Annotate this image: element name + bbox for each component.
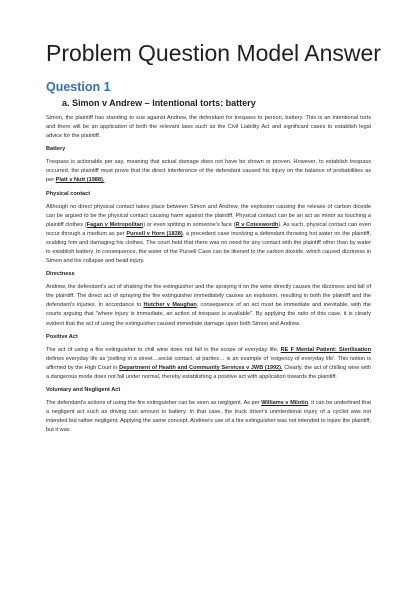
battery-paragraph — [46, 158, 371, 185]
page-title: Problem Question Model Answer — [46, 40, 381, 66]
document-body — [46, 114, 371, 439]
voluntary-act-heading: Voluntary and Negligent Act — [46, 387, 121, 394]
paragraph-text: Although no direct physical contact takes place between Simon and Andrew, the explosion causing the release of carbon dioxide can be argued to be the physical contact causing harm against the plaintiff. Physical contact can be an act as minor as touching a plaintiff clothes ( — [46, 203, 371, 228]
directness-paragraph — [46, 283, 371, 328]
voluntary-act-paragraph — [46, 399, 371, 435]
case-subheading: a. Simon v Andrew – Intentional torts: battery — [62, 98, 256, 108]
case-citation: Fagan v Metropolitan — [86, 221, 144, 228]
case-citation: Department of Health and Community Services v JWB (1992). — [119, 364, 283, 371]
paragraph-text: The act of using a fire extinguisher to chill wine does not fall in the scope of everyday life. — [46, 346, 281, 353]
battery-text: Trespass is actionable per say, meaning that actual damage does not have be shown or proven. However, to establish trespass occurred, the plaintiff must prove that the direct interference of the defendant caused his injury on the balance of probabilities as per — [46, 159, 371, 184]
case-citation: Williams v Milotin — [261, 400, 309, 407]
case-citation: Hutcher v Maughan — [143, 302, 197, 309]
paragraph-text: , a precedent case involving a defendant throwing hot water on the plaintiff, scalding him and damaging his clothes. The court held that there was no need for any contact with the plaintiff other than by water to establish battery. In consequence, the water of the Pursell Case can be likened to the carbon dioxide, which caused dizziness in Simon and his collapse and head injury. — [46, 230, 371, 265]
paragraph-text: The defendant's actions of using the fire extinguisher can be seen as negligent. As per — [46, 400, 262, 407]
paragraph-text: , it can be underlined that a negligent act such as driving can amount to battery. In that case, the truck driver's unintentional injury of a cyclist was not intended but rather negligent. Applying the same concept, Andrew's use of a fire extinguisher was not intended to injure the plaintiff, but it was — [46, 400, 371, 434]
case-citation: R v Coteswordh — [235, 221, 279, 228]
physical-contact-heading: Physical contact — [46, 190, 91, 197]
paragraph-text: ) or even spitting in someone's face ( — [143, 221, 236, 228]
positive-act-paragraph — [46, 346, 371, 382]
battery-heading: Battery — [46, 146, 66, 153]
case-citation: RE F Mental Patient: Sterilisation — [280, 346, 371, 353]
physical-contact-paragraph — [46, 203, 371, 266]
case-citation: Platt v Nutt (1988). — [55, 177, 105, 184]
intro-paragraph: Simon, the plaintiff has standing to sue against Andrew, the defendant for trespass to person, battery. This is an intentional torts and there will be an application of both the relevant laws such as the Civil Liability Act and significant cases to establish legal advice for the plaintiff. — [46, 115, 371, 140]
paragraph-text: defines everyday life as 'jostling in a street…social contact, at parties… is an example of 'exigency of everyday life'. This notion is affirmed by the High Court in — [46, 355, 371, 371]
case-citation: Pursell v Horn (1838) — [126, 230, 183, 237]
paragraph-text: Clearly, the act of chilling wine with a dangerous mode does not fall under normal, thereby establishing a positive act with application towards the plaintiff. — [46, 364, 371, 380]
paragraph-text: , consequence of an act must be immediate and inevitable, with the courts arguing that "where injury is immediate, an action of trespass is available". By applying the ratio of this case, it is clearly evident that the act of using the extinguisher caused immediate damage upon both Simon and Andrew. — [46, 302, 371, 327]
positive-act-heading: Positive Act — [46, 333, 78, 340]
paragraph-text: Andrew, the defendant's act of shaking the fire extinguisher and the spraying it on the wine directly causes the dizziness and fall of the plaintiff. The direct act of spraying the fire extinguisher immediately causes an explosion, resulting in both the plaintiff and the defendant's injuries. In accordance to — [46, 284, 371, 309]
directness-heading: Directness — [46, 271, 75, 278]
question-heading: Question 1 — [46, 80, 111, 94]
paragraph-text: ). As such, physical contact can even occur through a medium as per — [46, 221, 371, 237]
